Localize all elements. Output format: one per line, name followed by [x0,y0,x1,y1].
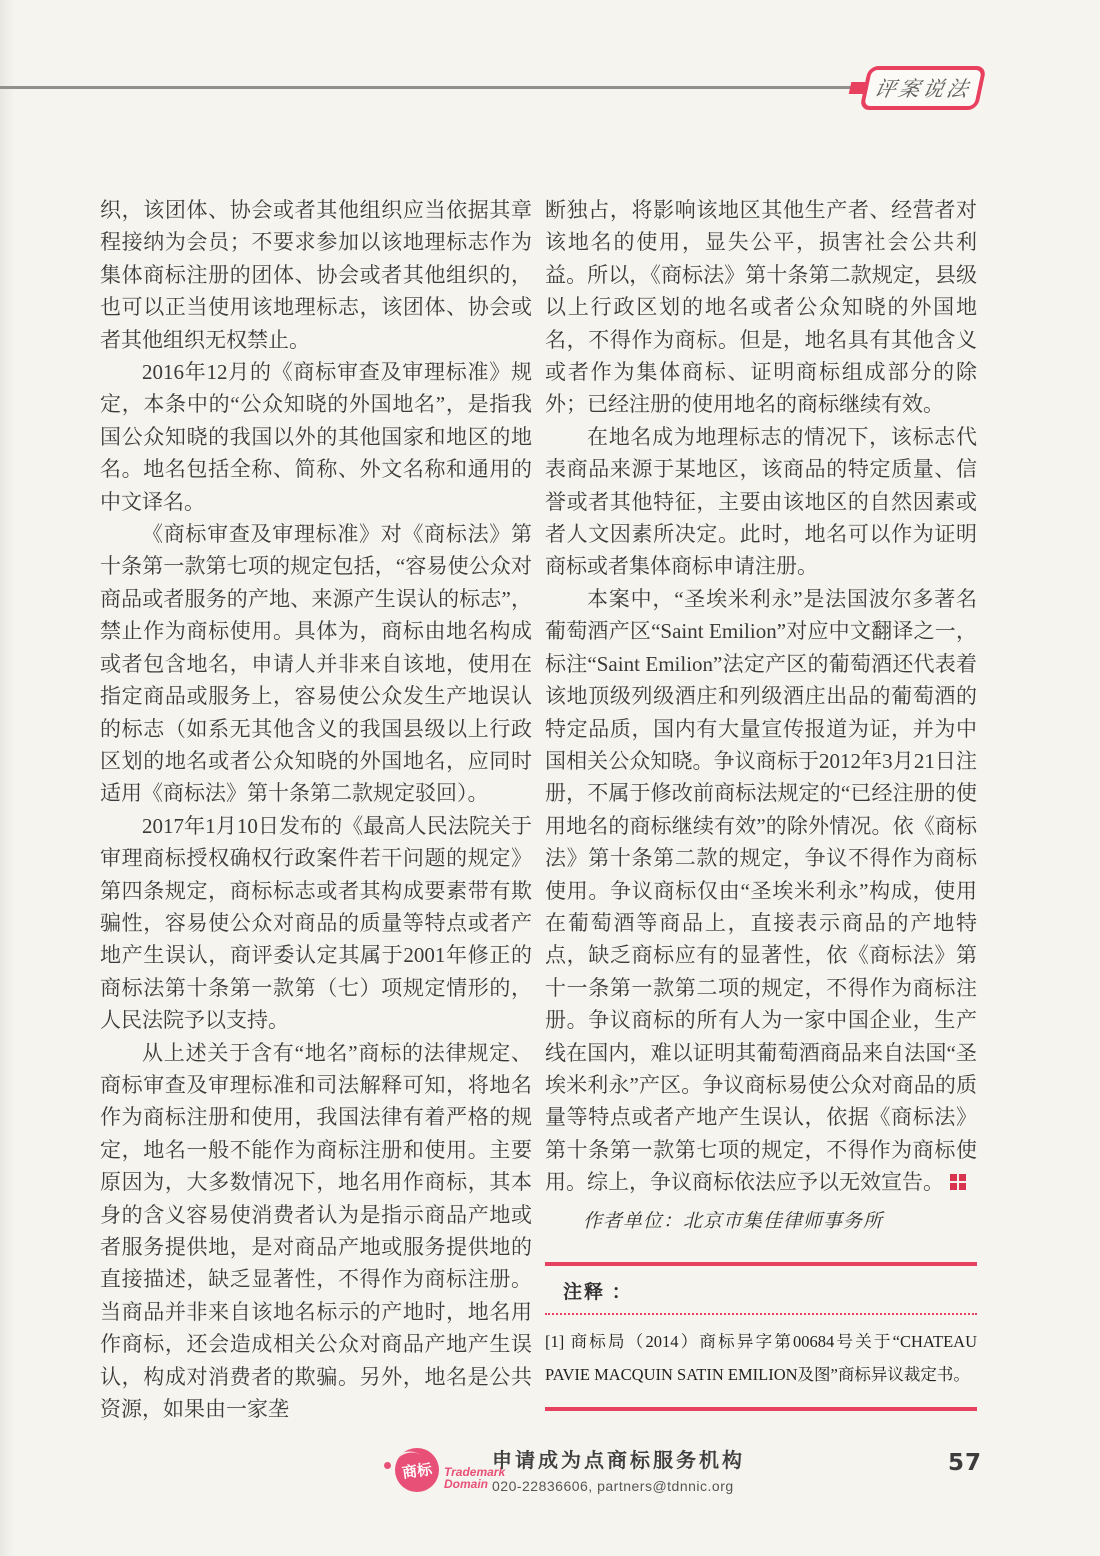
paragraph-text: 本案中，“圣埃米利永”是法国波尔多著名葡萄酒产区“Saint Emilion”对应中文翻译之一，标注“Saint Emilion”法定产区的葡萄酒还代表着该地顶级列级酒庄和列级酒庄出品的葡萄酒的特定品质，国内有大量宣传报道为证，并为中国相关公众知晓。争议商标于2012年3月21日注册，不属于修改前商标法规定的“已经注册的使用地名的商标继续有效”的除外情况。依《商标法》第十条第二款的规定，争议不得作为商标使用。争议商标仅由“圣埃米利永”构成，使用在葡萄酒等商品上，直接表示商品的产地特点，缺乏商标应有的显著性，依《商标法》第十一条第一款第二项的规定，不得作为商标注册。争议商标的所有人为一家中国企业，生产线在国内，难以证明其葡萄酒商品来自法国“圣埃米利永”产区。争议商标易使公众对商品的质量等特点或者产地产生误认，依据《商标法》第十条第一款第七项的规定，不得作为商标使用。综上，争议商标依法应予以无效宣告。 [545,586,977,1195]
section-badge [859,66,986,110]
paragraph: 断独占，将影响该地区其他生产者、经营者对该地名的使用，显失公平，损害社会公共利益。所以，《商标法》第十条第二款规定，县级以上行政区划的地名或者公众知晓的外国地名，不得作为商标。但是，地名具有其他含义或者作为集体商标、证明商标组成部分的除外；已经注册的使用地名的商标继续有效。 [545,198,977,417]
logo-cn-text: 商标 [401,1460,434,1482]
paragraph [545,583,977,1199]
notes-bottom-rule [545,1407,977,1411]
paragraph: 从上述关于含有“地名”商标的法律规定、商标审查及审理标准和司法解释可知，将地名作为商标注册和使用，我国法律有着严格的规定，地名一般不能作为商标注册和使用。主要原因为，大多数情况下，地名用作商标，其本身的含义容易使消费者认为是指示商品产地或者服务提供地，是对商品产地或服务提供地的直接描述，缺乏显著性，不得作为商标注册。当商品并非来自该地名标示的产地时，地名用作商标，还会造成相关公众对商品产地产生误认，构成对消费者的欺骗。另外，地名是公共资源，如果由一家垄 [100,1040,532,1422]
notes-section [545,1262,977,1411]
article-end-seal-icon [950,1174,966,1190]
notes-heading: 注释 ： [563,1282,633,1303]
footer-logo [384,1448,505,1492]
logo-dot-icon [384,1462,391,1469]
notes-dotted-rule [545,1313,977,1315]
logo-word-domain: Domain [444,1477,489,1491]
footer-contact: 020-22836606, partners@tdnnic.org [492,1478,734,1494]
paragraph: 《商标审查及审理标准》对《商标法》第十条第一款第七项的规定包括，“容易使公众对商品或者服务的产地、来源产生误认的标志”，禁止作为商标使用。具体为，商标由地名构成或者包含地名，申请人并非来自该地，使用在指定商品或服务上，容易使公众发生产地误认的标志（如系无其他含义的我国县级以上行政区划的地名或者公众知晓的外国地名，应同时适用《商标法》第十条第二款规定驳回）。 [100,522,532,806]
page-number: 57 [948,1450,983,1476]
trademark-logo-icon [395,1448,439,1492]
author-line: 作者单位：北京市集佳律师事务所 [583,1210,884,1232]
footer-text-block [492,1444,745,1494]
article-column-left [100,194,532,1425]
paragraph: 2016年12月的《商标审查及审理标准》规定，本条中的“公众知晓的外国地名”，是指我国公众知晓的我国以外的其他国家和地区的地名。地名包括全称、简称、外文名称和通用的中文译名。 [100,360,532,514]
note-item: [1] 商标局（2014）商标异字第00684号关于“CHATEAU PAVIE MACQUIN SATIN EMILION及图”商标异议裁定书。 [545,1332,977,1384]
header-rule [0,86,860,89]
article-column-right [545,194,977,1237]
paragraph: 织，该团体、协会或者其他组织应当依据其章程接纳为会员；不要求参加以该地理标志作为集体商标注册的团体、协会或者其他组织的，也可以正当使用该地理标志，该团体、协会或者其他组织无权禁止。 [100,198,532,352]
section-badge-label: 评案说法 [872,77,974,101]
logo-word-trademark: Trademark [444,1465,506,1479]
paragraph: 在地名成为地理标志的情况下，该标志代表商品来源于某地区，该商品的特定质量、信誉或者其他特征，主要由该地区的自然因素或者人文因素所决定。此时，地名可以作为证明商标或者集体商标申请注册。 [545,424,977,579]
paragraph: 2017年1月10日发布的《最高人民法院关于审理商标授权确权行政案件若干问题的规定》第四条规定，商标标志或者其构成要素带有欺骗性，容易使公众对商品的质量等特点或者产地产生误认，商评委认定其属于2001年修正的商标法第十条第一款第（七）项规定情形的，人民法院予以支持。 [100,813,532,1033]
footer-slogan: 申请成为点商标服务机构 [492,1450,745,1472]
